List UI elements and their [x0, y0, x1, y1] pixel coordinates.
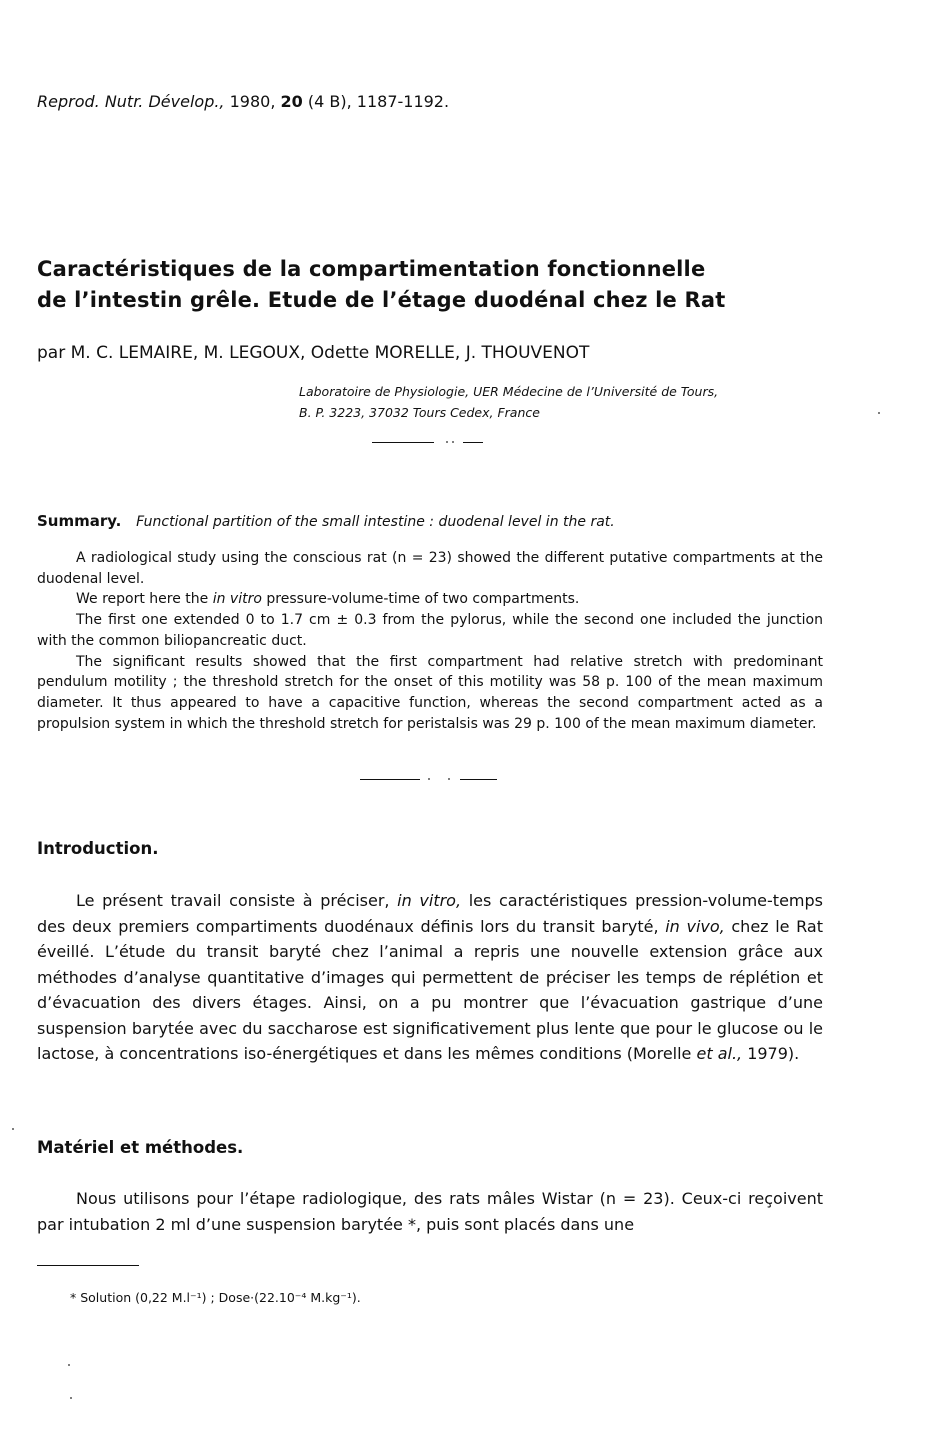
summary-heading-line	[37, 512, 615, 530]
intro-italic: in vitro,	[397, 891, 462, 910]
author-list: par M. C. LEMAIRE, M. LEGOUX, Odette MORELLE, J. THOUVENOT	[37, 343, 590, 363]
title-line-2: de l’intestin grêle. Etude de l’étage duodénal chez le Rat	[37, 288, 726, 312]
separator-rule	[372, 442, 434, 443]
separator-dot	[428, 778, 430, 780]
summary-text: pressure-volume-time of two compartments.	[261, 591, 580, 608]
scan-speck	[12, 1128, 14, 1130]
scan-speck	[878, 412, 880, 414]
affiliation-line-1: Laboratoire de Physiologie, UER Médecine de l’Université de Tours,	[299, 384, 719, 399]
journal-issue-pages: (4 B), 1187-1192.	[307, 92, 450, 111]
methods-body	[37, 1186, 823, 1237]
summary-paragraph: The significant results showed that the first compartment had relative stretch with predominant pendulum motility ; the threshold stretch for the onset of this motility was 58 p. 100 of the mean maximum diameter. It thus appeared to have a capacitive function, whereas the second compartment acted as a propulsion system in which the threshold stretch for peristalsis was 29 p. 100 of the mean maximum diameter.	[37, 653, 823, 732]
separator-rule	[463, 442, 483, 443]
introduction-heading: Introduction.	[37, 839, 159, 858]
summary-body	[37, 548, 823, 734]
journal-year: 1980,	[229, 92, 276, 111]
summary-paragraph	[37, 589, 823, 610]
journal-volume: 20	[280, 92, 303, 111]
affiliation	[299, 381, 718, 423]
journal-citation	[37, 92, 449, 111]
summary-text: We report here the	[76, 591, 213, 608]
separator-dot	[452, 441, 454, 443]
footnote: * Solution (0,22 M.l⁻¹) ; Dose·(22.10⁻⁴ M.kg⁻¹).	[70, 1290, 361, 1305]
footnote-rule	[37, 1265, 139, 1266]
intro-italic: et al.,	[696, 1044, 743, 1063]
article-title	[37, 254, 837, 316]
intro-text: 1979).	[742, 1044, 800, 1063]
title-line-1: Caractéristiques de la compartimentation fonctionnelle	[37, 257, 706, 281]
separator-dot	[446, 441, 448, 443]
introduction-body	[37, 888, 823, 1067]
summary-paragraph: The first one extended 0 to 1.7 cm ± 0.3 from the pylorus, while the second one included the junction with the common biliopancreatic duct.	[37, 612, 823, 649]
affiliation-line-2: B. P. 3223, 37032 Tours Cedex, France	[299, 405, 540, 420]
separator-rule	[460, 779, 497, 780]
intro-text: les caractéristiques pression-volume-temps des deux premiers compartiments duodénaux définis lors du transit baryté,	[37, 891, 823, 936]
summary-italic: in vitro	[212, 591, 262, 608]
introduction-paragraph	[37, 888, 823, 1067]
methods-paragraph: Nous utilisons pour l’étape radiologique, des rats mâles Wistar (n = 23). Ceux-ci reçoivent par intubation 2 ml d’une suspension barytée *, puis sont placés dans une	[37, 1189, 823, 1234]
scan-speck	[68, 1364, 70, 1366]
intro-text: Le présent travail consiste à préciser,	[76, 891, 398, 910]
journal-name: Reprod. Nutr. Dévelop.,	[37, 92, 225, 111]
methods-heading: Matériel et méthodes.	[37, 1138, 244, 1157]
scan-speck	[70, 1397, 72, 1399]
separator-rule	[360, 779, 420, 780]
summary-heading: Summary.	[37, 512, 122, 530]
summary-subtitle: Functional partition of the small intestine : duodenal level in the rat.	[136, 514, 615, 530]
intro-italic: in vivo,	[665, 916, 725, 936]
intro-text: chez le Rat éveillé. L’étude du transit baryté chez l’animal a repris une nouvelle extension grâce aux méthodes d’analyse quantitative d’images qui permettent de préciser les temps de réplétion et d’évacuation des divers étages. Ainsi, on a pu montrer que l’évacuation gastrique d’une suspension barytée avec du saccharose est significativement plus lente que pour le glucose ou le lactose, à concentrations iso-énergétiques et dans les mêmes conditions (Morelle	[37, 916, 823, 1063]
separator-dot	[448, 778, 450, 780]
summary-paragraph: A radiological study using the conscious rat (n = 23) showed the different putative compartments at the duodenal level.	[37, 550, 823, 587]
